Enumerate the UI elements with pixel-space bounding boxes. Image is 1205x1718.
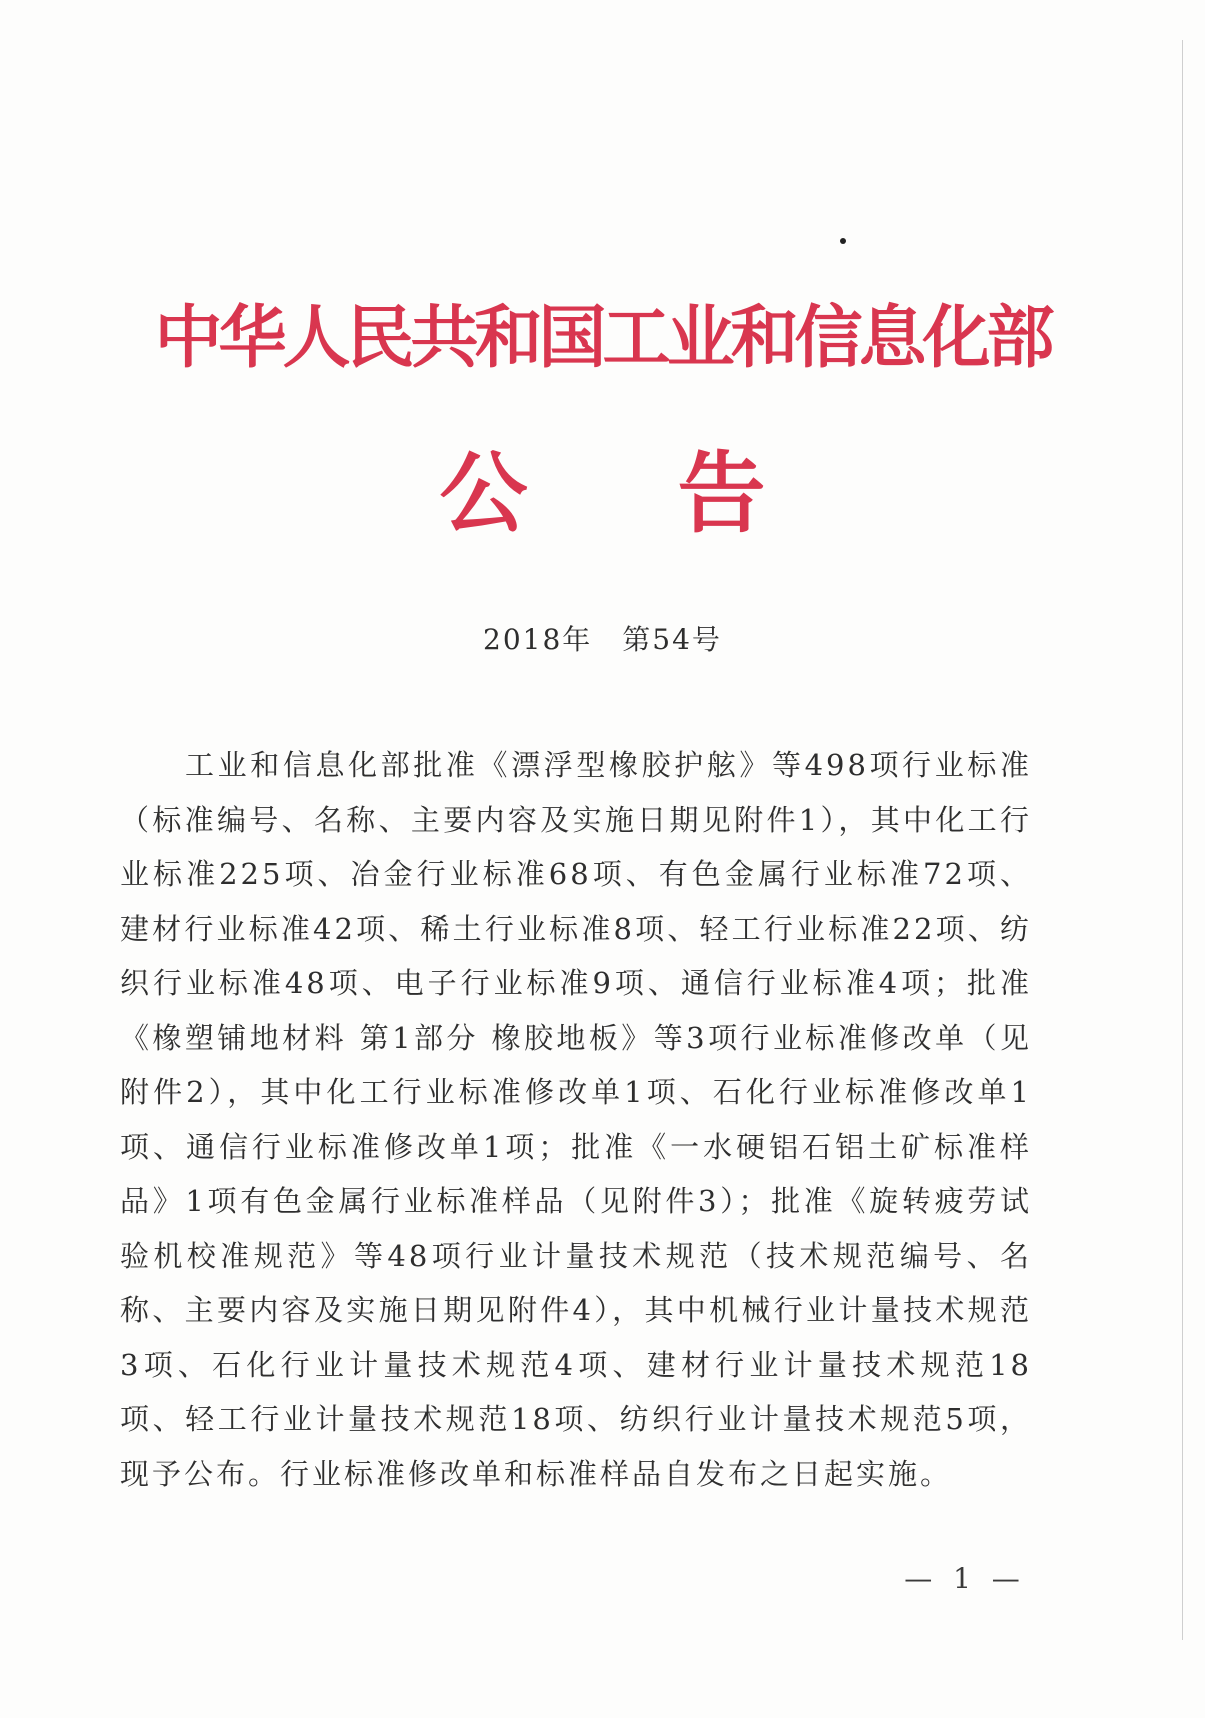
scan-edge-line (1182, 40, 1183, 1640)
page-number: — 1 — (904, 1562, 1026, 1595)
issuer-title: 中华人民共和国工业和信息化部 (154, 299, 1051, 378)
document-type-title: 公告 (439, 442, 916, 545)
scan-speck (840, 238, 846, 244)
document-number: 2018年 第54号 (483, 623, 722, 656)
announcement-paragraph: 工业和信息化部批准《漂浮型橡胶护舷》等498项行业标准（标准编号、名称、主要内容及实施日期见附件1），其中化工行业标准225项、冶金行业标准68项、有色金属行业标准72项、建材行业标准42项、稀土行业标准8项、轻工行业标准22项、纺织行业标准48项、电子行业标准9项、通信行业标准4项；批准《橡塑铺地材料 第1部分 橡胶地板》等3项行业标准修改单（见附件2），其中化工行业标准修改单1项、石化行业标准修改单1项、通信行业标准修改单1项；批准《一水硬铝石铝土矿标准样品》1项有色金属行业标准样品（见附件3）；批准《旋转疲劳试验机校准规范》等48项行业计量技术规范（技术规范编号、名称、主要内容及实施日期见附件4），其中机械行业计量技术规范3项、石化行业计量技术规范4项、建材行业计量技术规范18项、轻工行业计量技术规范18项、纺织行业计量技术规范5项，现予公布。行业标准修改单和标准样品自发布之日起实施。 (120, 748, 1032, 1491)
